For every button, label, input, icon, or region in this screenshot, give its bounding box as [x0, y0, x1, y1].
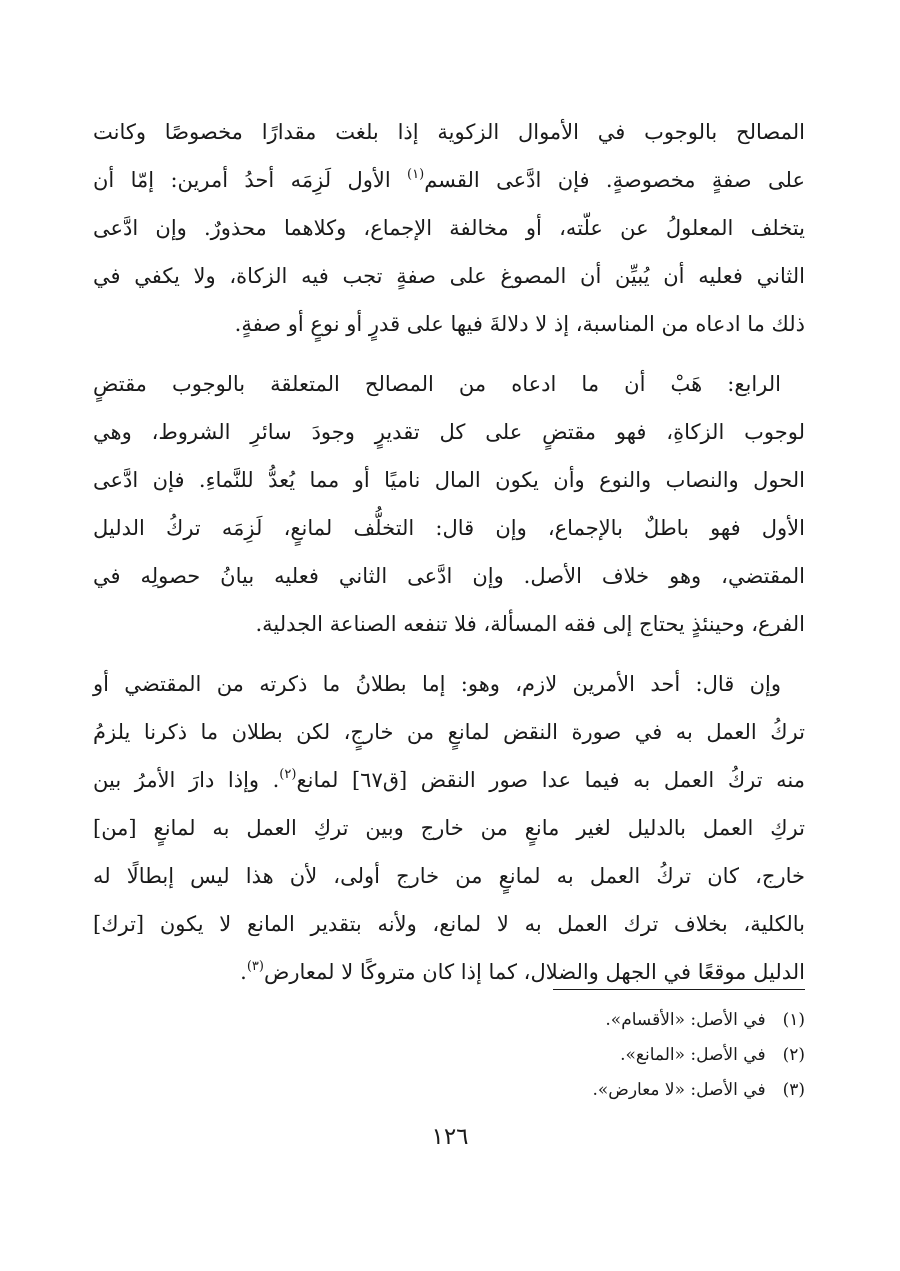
text-line: الفرع، وحينئذٍ يحتاج إلى فقه المسألة، فلا تنفعه الصناعة الجدلية.: [255, 612, 805, 636]
paragraph-1: [93, 108, 805, 348]
text-line: [93, 756, 805, 804]
footnotes: [93, 1003, 805, 1108]
footnote-text: في الأصل: «الأقسام».: [605, 1010, 766, 1030]
text-line: [93, 156, 805, 204]
text-line: المصالح بالوجوب في الأموال الزكوية إذا بلغت مقدارًا مخصوصًا وكانت: [93, 120, 805, 144]
footnote-item: [93, 1038, 805, 1073]
footnote-number: (٢): [782, 1045, 805, 1065]
text-line: تركِ العمل بالدليل لغير مانعٍ من خارج وبين تركِ العمل به لمانعٍ [من]: [93, 816, 805, 840]
text-span: . وإذا دارَ الأمرُ بين: [93, 768, 280, 792]
footnote-ref-2[interactable]: (٢): [279, 767, 297, 782]
footnote-text: في الأصل: «لا معارض».: [592, 1080, 766, 1100]
footnote-text: في الأصل: «المانع».: [620, 1045, 766, 1065]
footnote-ref-1[interactable]: (١): [407, 167, 425, 182]
text-span: الأول لَزِمَه أحدُ أمرين: إمّا أن: [93, 168, 408, 192]
text-line: بالكلية، بخلاف ترك العمل به لا لمانع، ولأنه بتقدير المانع لا يكون [ترك]: [93, 912, 805, 936]
text-span: منه تركُ العمل به فيما عدا صور النقض [ق٦٧] لمانع: [296, 768, 805, 792]
text-line: الثاني فعليه أن يُبيِّن أن المصوغ على صفةٍ تجب فيه الزكاة، ولا يكفي في: [93, 264, 805, 288]
text-line: تركُ العمل به في صورة النقض لمانعٍ من خارجٍ، لكن بطلان ما ذكرنا يلزمُ: [93, 720, 805, 744]
footnote-number: (١): [782, 1010, 805, 1030]
paragraph-3: [93, 660, 805, 996]
footnote-ref-3[interactable]: (٣): [246, 959, 264, 974]
text-span: .: [240, 960, 247, 984]
footnote-number: (٣): [782, 1080, 805, 1100]
footnote-separator: [553, 989, 805, 990]
text-span: الدليل موقعًا في الجهل والضلال، كما إذا كان متروكًا لا لمعارض: [263, 960, 805, 984]
text-span: على صفةٍ مخصوصةٍ. فإن ادَّعى القسم: [424, 168, 805, 192]
text-line: الرابع: هَبْ أن ما ادعاه من المصالح المتعلقة بالوجوب مقتضٍ: [93, 372, 781, 396]
text-line: المقتضي، وهو خلاف الأصل. وإن ادَّعى الثاني فعليه بيانُ حصولِه في: [93, 564, 805, 588]
main-text: [93, 108, 805, 1008]
text-line: ذلك ما ادعاه من المناسبة، إذ لا دلالةَ فيها على قدرٍ أو نوعٍ أو صفةٍ.: [234, 312, 805, 336]
paragraph-2: [93, 360, 805, 648]
text-line: وإن قال: أحد الأمرين لازم، وهو: إما بطلانُ ما ذكرته من المقتضي أو: [93, 672, 781, 696]
text-line: الحول والنصاب والنوع وأن يكون المال ناميًا أو مما يُعدُّ للنَّماءِ. فإن ادَّعى: [93, 468, 805, 492]
footnote-item: [93, 1073, 805, 1108]
footnote-item: [93, 1003, 805, 1038]
text-line: خارج، كان تركُ العمل به لمانعٍ من خارج أولى، لأن هذا ليس إبطالًا له: [93, 864, 805, 888]
text-line: لوجوب الزكاةِ، فهو مقتضٍ على كل تقديرٍ وجودَ سائرِ الشروط، وهي: [93, 420, 805, 444]
text-line: يتخلف المعلولُ عن علّته، أو مخالفة الإجماع، وكلاهما محذورٌ. وإن ادَّعى: [93, 216, 805, 240]
page-number: ١٢٦: [431, 1124, 469, 1150]
text-line: الأول فهو باطلٌ بالإجماع، وإن قال: التخلُّف لمانعٍ، لَزِمَه تركُ الدليل: [93, 516, 805, 540]
